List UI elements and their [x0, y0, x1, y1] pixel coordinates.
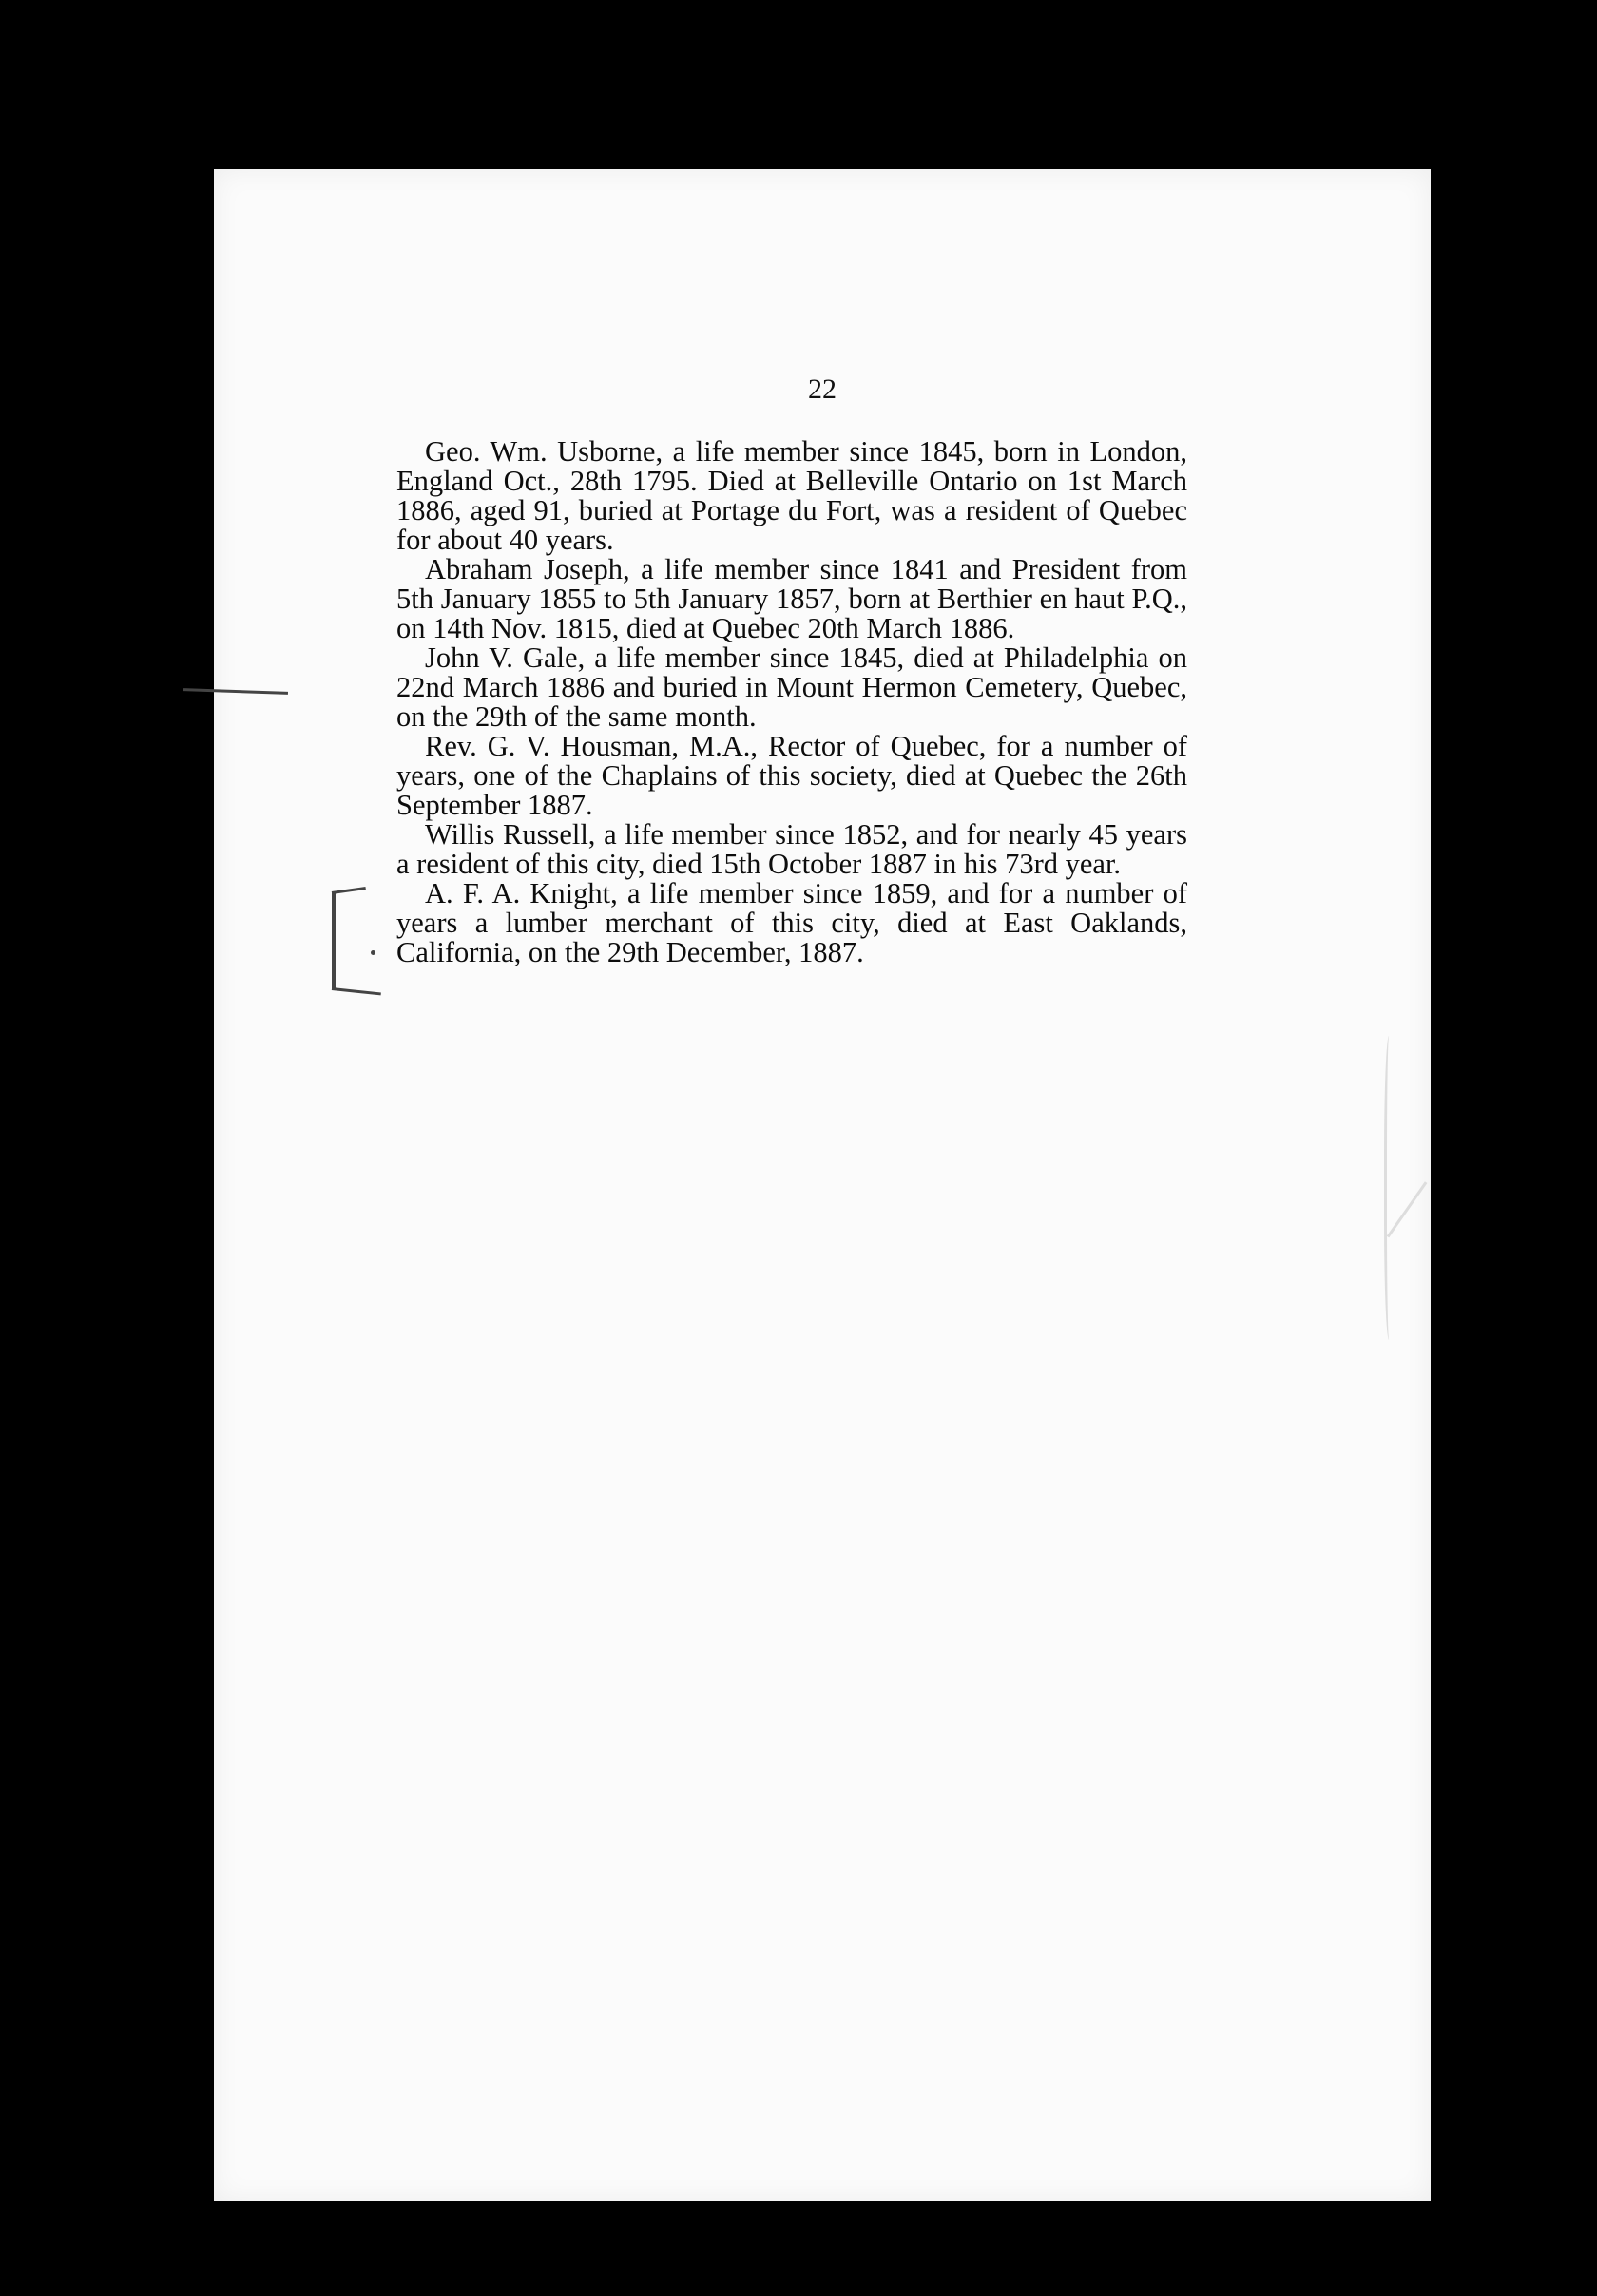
page-number: 22 [808, 373, 837, 405]
paragraph-usborne: Geo. Wm. Usborne, a life member since 1845, born in London, England Oct., 28th 1795. Died at Belleville Ontario on 1st March 1886, aged 91, buried at Portage du Fort, was a resident of Quebec for about 40 years. [396, 435, 1187, 556]
paragraph-joseph: Abraham Joseph, a life member since 1841 and President from 5th January 1855 to 5th January 1857, born at Berthier en haut P.Q., on 14th Nov. 1815, died at Quebec 20th March 1886. [396, 553, 1187, 644]
paragraph-housman: Rev. G. V. Housman, M.A., Rector of Quebec, for a number of years, one of the Chaplains of this society, died at Quebec the 26th September 1887. [396, 730, 1187, 821]
pencil-dash-mark [183, 688, 288, 695]
paragraph-knight: A. F. A. Knight, a life member since 1859, and for a number of years a lumber merchant of this city, died at East Oaklands, California, on the 29th December, 1887. [396, 877, 1187, 968]
document-page [214, 169, 1431, 2201]
pencil-dot-mark [371, 950, 375, 955]
paragraph-gale: John V. Gale, a life member since 1845, died at Philadelphia on 22nd March 1886 and buried in Mount Hermon Cemetery, Quebec, on the 29th of the same month. [396, 641, 1187, 733]
pencil-bracket-top [332, 887, 366, 894]
pencil-bracket-bottom [332, 987, 381, 995]
binding-ribbon [1384, 1036, 1396, 1340]
pencil-bracket-mark [332, 891, 336, 990]
paragraph-russell: Willis Russell, a life member since 1852, and for nearly 45 years a resident of this city, died 15th October 1887 in his 73rd year. [396, 818, 1187, 880]
obituary-text [396, 437, 1187, 967]
